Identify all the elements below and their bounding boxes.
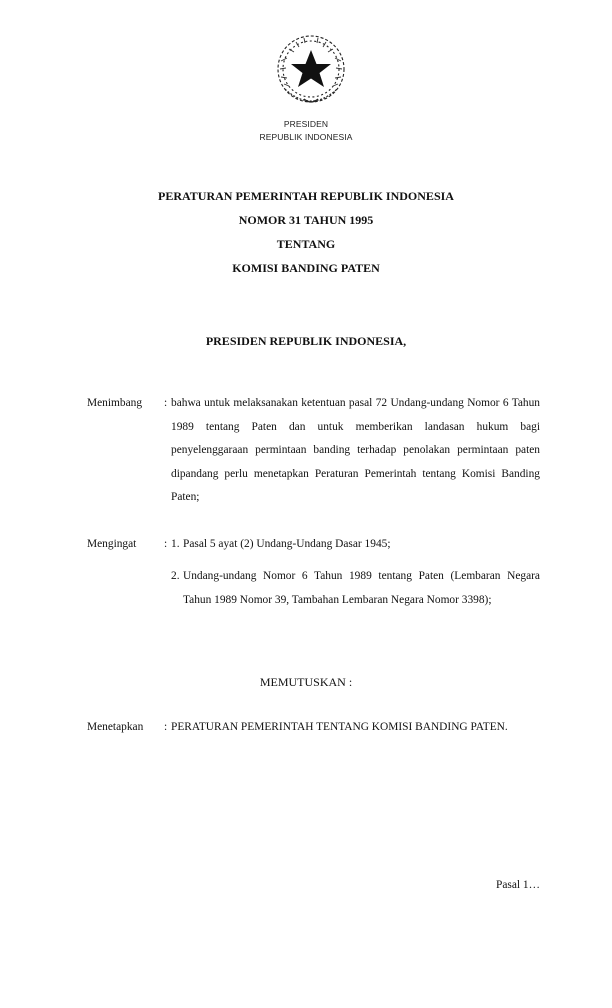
issuer-heading: PRESIDEN REPUBLIK INDONESIA,: [205, 334, 407, 348]
list-text: Pasal 5 ayat (2) Undang-Undang Dasar 1945;: [183, 538, 391, 550]
menetapkan-label: Menetapkan: [87, 721, 144, 733]
mengingat-label: Mengingat: [87, 538, 137, 550]
menimbang-text: bahwa untuk melaksanakan ketentuan pasal 72 Undang-undang Nomor 6 Tahun 1989 tentang Paten dan untuk memberikan landasan hukum bagi penyelenggaraan permintaan banding terhadap penolakan permintaan paten dipandang perlu menetapkan Peraturan Pemerintah tentang Komisi Banding Paten;: [171, 397, 540, 503]
document-title-subject: KOMISI BANDING PATEN: [232, 261, 380, 275]
document-title-line1: PERATURAN PEMERINTAH REPUBLIK INDONESIA: [158, 189, 454, 203]
next-page-marker: Pasal 1…: [496, 879, 540, 891]
menetapkan-text: PERATURAN PEMERINTAH TENTANG KOMISI BANDING PATEN.: [171, 721, 508, 733]
document-title-number: NOMOR 31 TAHUN 1995: [238, 213, 374, 227]
document-title-tentang: TENTANG: [276, 237, 336, 251]
list-number: 2.: [171, 570, 180, 582]
mengingat-item-1: [171, 533, 540, 557]
mengingat-section: [87, 533, 540, 633]
menimbang-colon: :: [164, 397, 168, 409]
menetapkan-section: [87, 716, 540, 776]
list-text: Undang-undang Nomor 6 Tahun 1989 tentang Paten (Lembaran Negara Tahun 1989 Nomor 39, Tambahan Lembaran Negara Nomor 3398);: [183, 570, 540, 606]
crest-line-republik: REPUBLIK INDONESIA: [259, 132, 353, 142]
mengingat-colon: :: [164, 538, 168, 550]
list-number: 1.: [171, 538, 180, 550]
menetapkan-colon: :: [164, 721, 168, 733]
menimbang-section: [87, 392, 540, 512]
menimbang-label: Menimbang: [87, 397, 143, 409]
crest-line-presiden: PRESIDEN: [283, 119, 329, 129]
memutuskan-heading: MEMUTUSKAN :: [259, 675, 353, 689]
mengingat-item-2: [171, 565, 540, 612]
garuda-emblem-icon: [271, 31, 351, 111]
